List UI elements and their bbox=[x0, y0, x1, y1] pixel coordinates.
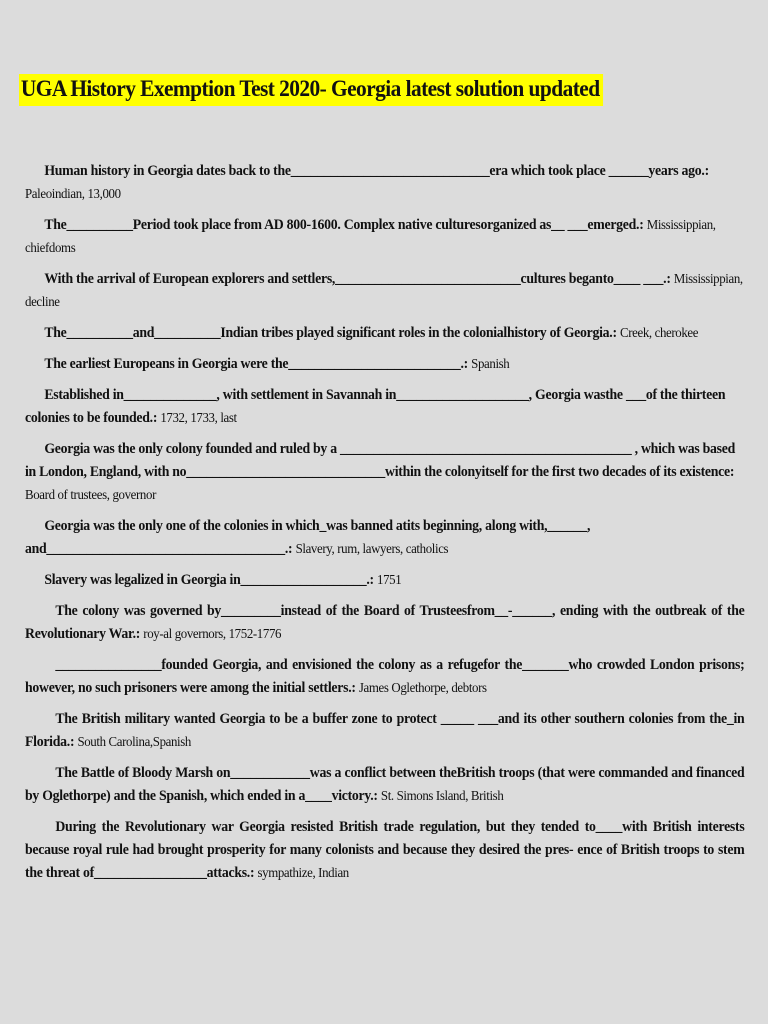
question-text: The Battle of Bloody Marsh on____________was a conflict between theBritish troops (that were commanded and financed by Oglethorpe) and the Spanish, which ended in a____victory.: bbox=[25, 765, 745, 804]
answer-text: sympathize, Indian bbox=[257, 866, 349, 881]
answer-text: Paleoindian, 13,000 bbox=[25, 187, 121, 202]
question-item bbox=[25, 322, 744, 345]
question-item bbox=[25, 569, 744, 592]
question-text: The__________Period took place from AD 800-1600. Complex native culturesorganized as__ ___emerged.: bbox=[44, 217, 644, 233]
question-text: Georgia was the only one of the colonies in which_was banned atits beginning, along with,______, and____________________________________.: bbox=[25, 518, 591, 557]
answer-text: Mississippian, decline bbox=[25, 272, 743, 310]
question-text: ________________founded Georgia, and envisioned the colony as a refugefor the_______who crowded London prisons; however, no such prisoners were among the initial settlers.: bbox=[25, 657, 745, 696]
question-text: Slavery was legalized in Georgia in___________________.: bbox=[44, 572, 374, 588]
question-text: During the Revolutionary war Georgia resisted British trade regulation, but they tended to____with British interests because royal rule had brought prosperity for many colonists and because they desired the pres- ence of British troops to stem the threat of_________________attacks.: bbox=[25, 819, 745, 881]
question-item bbox=[25, 214, 744, 260]
question-text: Established in______________, with settlement in Savannah in____________________, Georgia wasthe ___of the thirteen colonies to be founded.: bbox=[25, 387, 726, 426]
question-item bbox=[25, 654, 744, 700]
question-text: The colony was governed by_________instead of the Board of Trusteesfrom__-______, ending with the outbreak of the Revolutionary War.: bbox=[25, 603, 745, 642]
answer-text: South Carolina,Spanish bbox=[77, 735, 191, 750]
answer-text: Creek, cherokee bbox=[619, 326, 699, 341]
question-item bbox=[25, 268, 744, 314]
question-item bbox=[25, 438, 744, 507]
question-text: Human history in Georgia dates back to the______________________________era which took place ______years ago.: bbox=[44, 163, 709, 179]
question-text: Georgia was the only colony founded and ruled by a ____________________________________________ , which was based in London, England, with no______________________________within the colonyitself for the first two decades of its existence: bbox=[25, 441, 736, 480]
answer-text: Board of trustees, governor bbox=[25, 488, 156, 503]
question-item bbox=[25, 384, 744, 430]
answer-text: Slavery, rum, lawyers, catholics bbox=[295, 542, 449, 557]
answer-text: St. Simons Island, British bbox=[380, 789, 504, 804]
question-text: The earliest Europeans in Georgia were the__________________________.: bbox=[44, 356, 468, 372]
question-text: The__________and__________Indian tribes played significant roles in the colonialhistory of Georgia.: bbox=[44, 325, 617, 341]
page-title: UGA History Exemption Test 2020- Georgia latest solution updated bbox=[19, 74, 603, 106]
answer-text: Spanish bbox=[471, 357, 510, 372]
question-item bbox=[25, 600, 744, 646]
question-item bbox=[25, 160, 744, 206]
question-text: The British military wanted Georgia to be a buffer zone to protect _____ ___and its other southern colonies from the_in Florida.: bbox=[25, 711, 745, 750]
question-item bbox=[25, 515, 744, 561]
question-text: With the arrival of European explorers and settlers,____________________________cultures beganto____ ___.: bbox=[44, 271, 671, 287]
question-list bbox=[25, 160, 745, 893]
question-item bbox=[25, 816, 744, 885]
question-item bbox=[25, 708, 744, 754]
answer-text: roy-al governors, 1752-1776 bbox=[143, 627, 282, 642]
answer-text: 1732, 1733, last bbox=[160, 411, 237, 426]
question-item bbox=[25, 762, 744, 808]
answer-text: James Oglethorpe, debtors bbox=[358, 681, 487, 696]
question-item bbox=[25, 353, 744, 376]
answer-text: 1751 bbox=[377, 573, 402, 588]
answer-text: Mississippian, chiefdoms bbox=[25, 218, 716, 256]
